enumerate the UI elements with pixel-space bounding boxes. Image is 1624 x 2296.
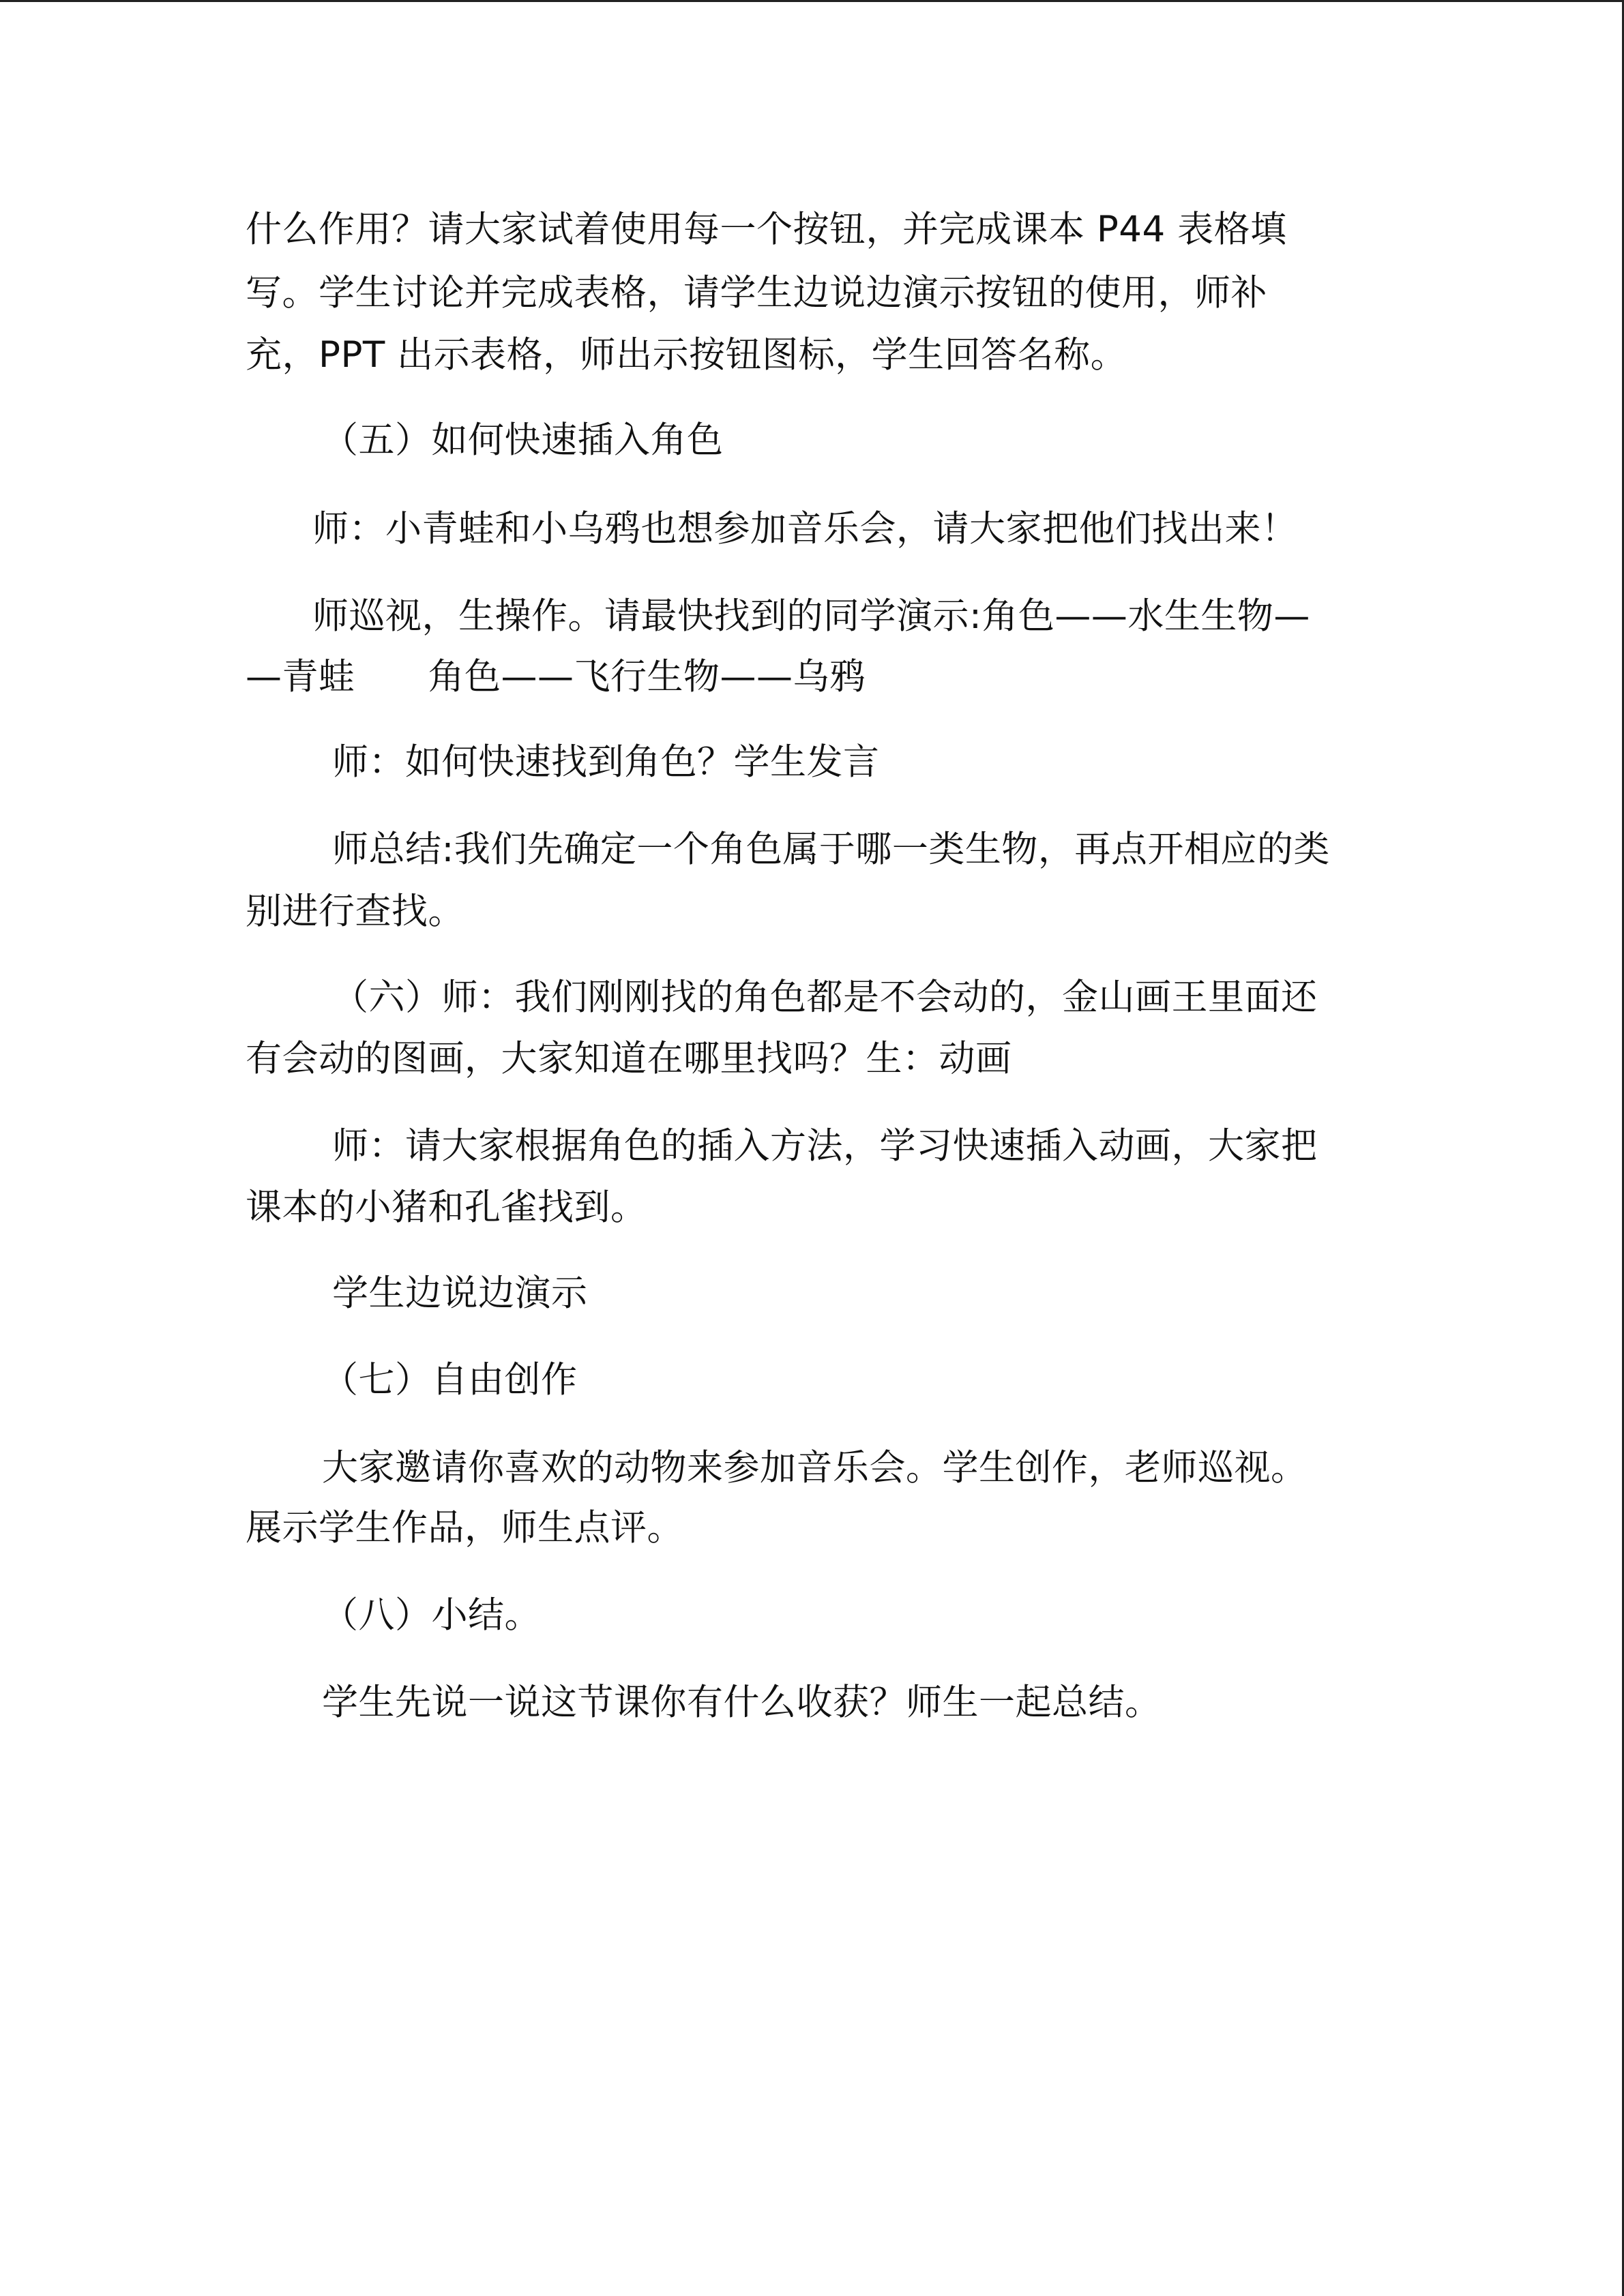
text-line: 什么作用？请大家试着使用每一个按钮，并完成课本 P44 表格填 <box>246 209 1287 250</box>
section-heading: （八）小结。 <box>322 1594 541 1636</box>
text-line: 师总结:我们先确定一个角色属于哪一类生物，再点开相应的类 <box>332 829 1330 870</box>
text-line: 师巡视，生操作。请最快找到的同学演示:角色——水生生物— <box>312 595 1310 637</box>
section-heading: （五）如何快速插入角色 <box>322 419 724 461</box>
section-heading: （七）自由创作 <box>322 1359 578 1401</box>
text-line: 充，PPT 出示表格，师出示按钮图标，学生回答名称。 <box>246 334 1127 376</box>
text-line: 大家邀请你喜欢的动物来参加音乐会。学生创作，老师巡视。 <box>322 1447 1308 1489</box>
text-line: 学生先说一说这节课你有什么收获？师生一起总结。 <box>322 1682 1162 1723</box>
text-line: 学生边说边演示 <box>332 1272 588 1314</box>
text-line: 课本的小猪和孔雀找到。 <box>246 1187 647 1228</box>
text-line: 师：小青蛙和小乌鸦也想参加音乐会，请大家把他们找出来！ <box>312 508 1298 550</box>
text-line: 师：请大家根据角色的插入方法，学习快速插入动画，大家把 <box>332 1125 1318 1167</box>
text-line: 展示学生作品，师生点评。 <box>246 1507 683 1549</box>
section-heading: （六）师：我们刚刚找的角色都是不会动的，金山画王里面还 <box>332 976 1318 1018</box>
text-line: 师：如何快速找到角色？学生发言 <box>332 741 880 783</box>
text-line: 别进行查找。 <box>246 891 464 932</box>
text-line: —青蛙 角色——飞行生物——乌鸦 <box>246 656 866 698</box>
text-line: 写。学生讨论并完成表格，请学生边说边演示按钮的使用，师补 <box>246 272 1267 314</box>
text-line: 有会动的图画，大家知道在哪里找吗？生：动画 <box>246 1038 1012 1079</box>
